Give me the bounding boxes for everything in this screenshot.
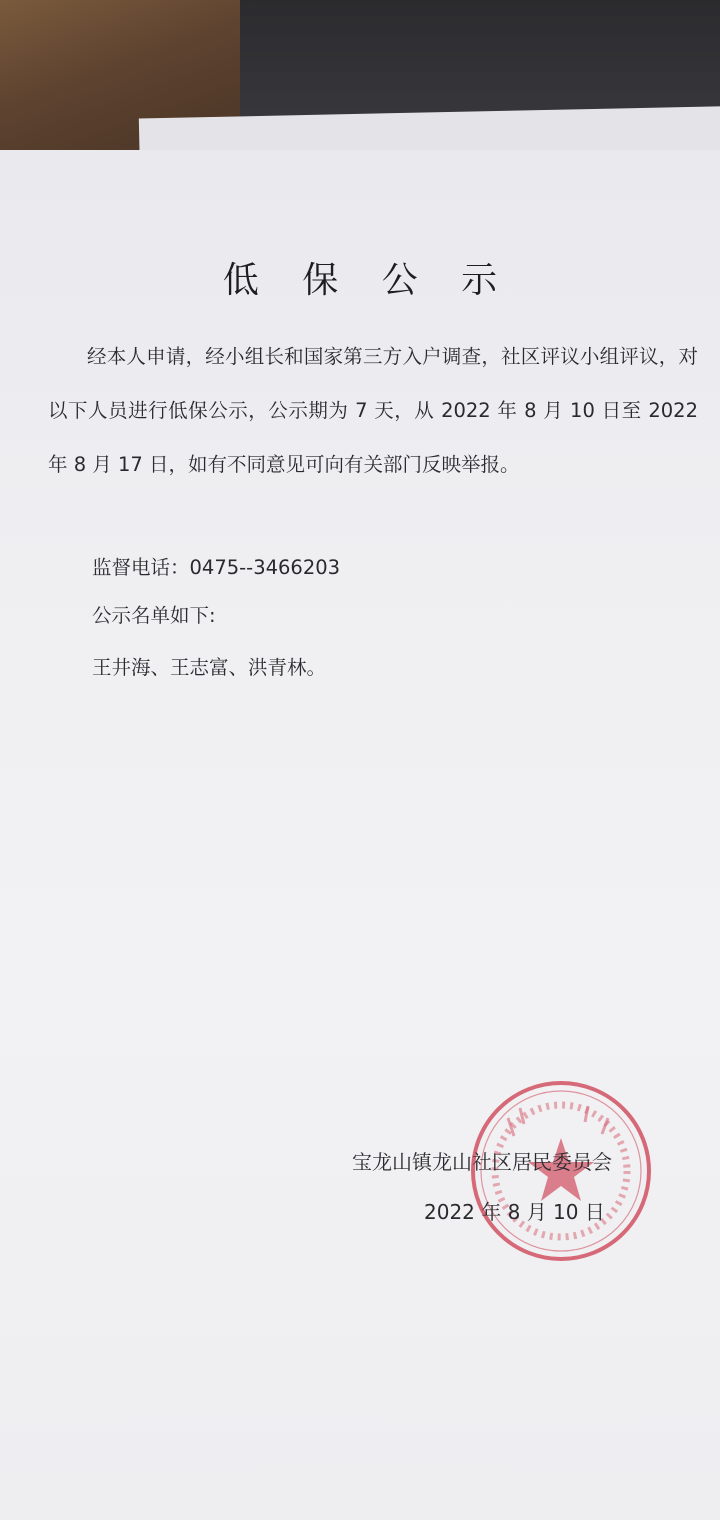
names-list: 王井海、王志富、洪青林。	[92, 656, 327, 679]
notice-title: 低 保 公 示	[222, 260, 514, 301]
supervision-phone: 监督电话：0475--3466203	[92, 556, 341, 579]
signature-date: 2022 年 8 月 10 日	[424, 1200, 605, 1224]
notice-paragraph: 经本人申请，经小组长和国家第三方入户调查，社区评议小组评议，对以下人员进行低保公示，公示期为 7 天，从 2022 年 8 月 10 日至 2022 年 8 月 17 日，如有不同意见可向有关部门反映举报。	[48, 345, 698, 476]
signature-organization: 宝龙山镇龙山社区居民委员会	[352, 1150, 612, 1174]
list-intro: 公示名单如下:	[92, 604, 216, 627]
notice-body	[48, 330, 698, 492]
